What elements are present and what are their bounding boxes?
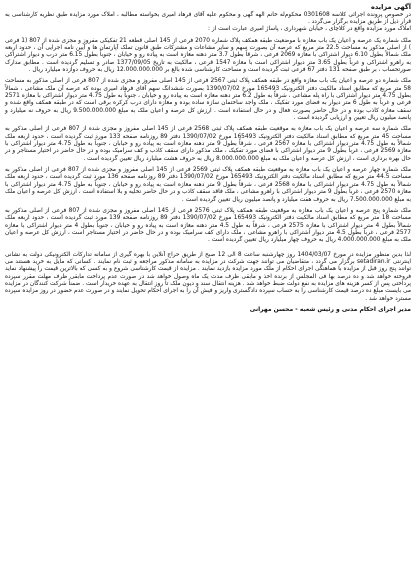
intro-paragraph: در خصوص پرونده اجرائی کلاسه 0301608 محکوم‌له خانم الهه گهی و محکوم علیه آقای فرهاد امیری بخواسته مطالبه ، املاک مورد مزایده طبق نظریه کارشناسی به قرار ذیل از طریق مزایده برگزار می‌گردد . xyxy=(5,11,411,25)
property-item-4: ملک شماره چهار عرصه و اعیان یک باب مغازه به موقعیت طبقه همکف پلاک ثبتی 2569 فرعی از 145 اصلی مفروز و مجزی شده از 807 فرعی از اصلی مذکور به مساحت 44.5 متر مربع که مطابق اسناد مالکیت دفتر الکترونیک 165493 مورخ 1390/07/02 دفتر 89 روزنامه صفحه 136 مورد ثبت گردیده است ، حدود اربعه ملک شمالاً به طول 4.75 متر دیوار اشتراکی با مغازه 2568 فرعی ، شرقاً بطول 9 متر دهنه مغازه است به پیاده رو و خیابان ، جنوباً به طول 4.75 متر دیوار اشتراکی با مغازه 2570 فرعی ، غرباً بطول 9 متر دیوار اشتراکی با راهرو مشاعی ، ملک فاقد سقف کاذب و در حال حاضر تخلیه و بلا استفاده است ، ارزش کل عرصه و اعیان ملک به مبلغ 7.500.000.000 ریال به حروف هفت میلیارد و پانصد میلیون ریال تعیین گردیده است . xyxy=(5,167,412,203)
page-title: آگهی مزایده xyxy=(370,3,411,11)
property-item-3: ملک شماره سه عرصه و اعیان یک باب مغازه به موقعیت طبقه همکف پلاک ثبتی 2568 فرعی از 145 اصلی مفروز و مجزی شده از 807 فرعی از اصلی مذکور به مساحت 45 متر مربع که مطابق اسناد مالکیت دفتر الکترونیک 165493 مورخ 1390/07/02 دفتر 89 روزنامه صفحه 133 مورد ثبت گردیده است ، حدود اربعه ملک شمالاً به طول 4.75 متر دیوار اشتراکی با مغازه 2567 فرعی ، شرقاً بطول 9 متر دهنه مغازه است به پیاده رو و خیابان ، جنوباً به طول 4.75 متر دیوار اشتراکی با مغازه 2569 فرعی ، غرباً بطول 9 متر دیوار اشتراکی با فضای مورد تفکیک ، ملک مذکور دارای سقف کاذب و کف سرامیک بوده و در حال حاضر در اختیار مستاجر و در حال بهره برداری است ، ارزش کل عرصه و اعیان ملک به مبلغ 8.000.000.000 ریال به حروف هشت میلیارد ریال تعیین گردیده است . xyxy=(5,126,412,162)
subtitle-paragraph: املاک مورد مزایده واقع در کلاچای ، خیابان شهرداری ، پاساژ امیری عبارت است از : xyxy=(208,26,411,33)
property-item-1: ملک شماره یک عرصه و اعیان یک باب مغازه با موضعیت طبقه همکف پلاک شماره 2070 فرعی از 145 اصلی قطعه 21 تفکیکی مفروز و مجزی شده از 807 (1 فرعی ) از اصلی مذکور به مساحت 22.5 متر مربع که عرصه آن بصورت سهم و سایر مشاعات و مشترکات طبق قانون تملک آپارتمان ها و آیین نامه اجرایی آن ، حدود اربعه ملک شمالاً بطول 6.10 دیوار اشتراکی با مغازه 2069 فرعی ، شرقاً بطول 3.7 متر دهنه مغازه است به پیاده رو و خیابان ، جنوباً بطول 6.15 متر درب و دیوار اشتراکی به راهرو اشتراکی و غرباً بطول 3.65 متر دیوار اشتراکی است با مغازه 1547 قرعی ، مالکیت به تاریخ 1377/09/05 صادر و تسلیم گردیده است . مطابق مدارک صورتحساب ، بر طبق صفحه 131 دفتر 67 فرعی ثبت گردیده است و مساحت کارشناسی شده بالغ بر 12.000.000.000 ریال به حروف دوازده میلیارد ریال . xyxy=(5,37,411,73)
signature: مدیر اجرای احکام مدنی و رئیس شعبه - محسن مهرانی xyxy=(249,305,411,313)
property-item-5: ملک شماره پنج عرصه و اعیان یک باب مغازه به موقعیت طبقه همکف پلاک ثبتی 2576 فرعی از 145 اصلی مفروز و مجزی شده از 807 فرعی از اصلی مذکور به مساحت 18 متر مربع که مطابق اسناد مالکیت دفتر الکترونیک 165493 مورخ 1390/07/02 دفتر 89 روزنامه صفحه 139 مورد ثبت گردیده است ، حدود اربعه ملک شمالاً بطول 4 متر دیوار اشتراکی با مغازه 2575 فرعی ، شرقاً به طول 4.5 متر دهنه مغازه است به پیاده رو و خیابان ، جنوباً بطول 4 متر دیوار اشتراکی با مغازه 2577 فرعی ، غرباً بطول 4.5 متر دیوار اشتراکی با راهرو مشاعی ، ملک دارای کف سرامیک بوده و در حال حاضر در اختیار مستاجر است ، ارزش کل عرصه و اعیان ملک به مبلغ 4.000.000.000 ریال به حروف چهار میلیارد ریال تعیین گردیده است . xyxy=(5,207,412,244)
property-item-2: ملک شماره دو عرصه و اعیان یک باب مغازه واقع در طبقه همکف پلاک ثبتی 2567 فرعی از 145 اصلی مفروز و مجزی شده از 807 فرعی از اصلی مذکور به مساحت 58 متر مربع که مطابق اسناد مالکیت دفتر الکترونیک 165493 مورخ 1390/07/02 بصورت ششدانگ سهم آقای فرهاد امیری بوده که عرصه آن ملک مشاعی ، شمالاً بطول 4.75 متر دیوار اشتراکی با راه پله مشاعی ، شرقاً به طول 6.2 متر دهنه مغازه است به پیاده رو و خیابان ، جنوباً به طول 4.75 متر دیوار اشتراکی با مغازه 2571 فرعی و غرباً به طول 6 متر دیوار به فضای مورد تفکیک ، ملک واجد ساختمان سازه ساده بوده و مغازه دارای درب کرکره برقی است که در طبقه همکف واقع شده و سقف مغازه کاذب بوده و در حال حاضر بصورت فعال و در حال استفاده است . ارزش کل عرصه و اعیان ملک به مبلغ 9.500.000.000 ریال به حروف نه میلیارد و پانصد میلیون ریال تعیین و ارزیابی گردیده است . xyxy=(5,78,412,122)
closing-paragraph: لذا بدین منظور مزایده در مورخ 1404/03/07 روز چهارشنبه ساعت 8 الی 12 صبح از طریق حراج آنلاین با بهره گیری از سامانه تدارکات الکترونیکی دولت به نشانی اینترنتی setadiran.ir برگزار می گردد ، متقاضیان می توانند جهت شرکت در مزایده به سامانه مذکور مراجعه و ثبت نام نمایند . کسانی که مایل به خرید هستند می توانند پنج روز قبل از مزایده با هماهنگی اجرای احکام از ملک مورد مزایده بازدید نمایند . مزایده از قیمت کارشناسی شروع و به کسی که بالاترین قیمت را پیشنهاد نماید فروخته خواهد شد و ده درصد بها فی المجلس از برنده اخذ و مابقی ظرف مدت یک ماه وصول خواهد شد در صورت عدم پرداخت مابقی ظرف مهلت مقرر سپرده پرداختی پس از کسر هزینه های مزایده به نفع دولت ضبط خواهد شد . هزینه انتقال سند و دیون ملک تا روز انتقال به عهده خریدار است . ضمناً شرکت کنندگان در مزایده می بایست مبلغ ده درصد قیمت کارشناسی را به حساب سپرده دادگستری واریز و فیش آن را به اجرای احکام تحویل نمایند و در صورت عدم حضور در روز مزایده سپرده مسترد خواهد شد . xyxy=(5,251,412,302)
